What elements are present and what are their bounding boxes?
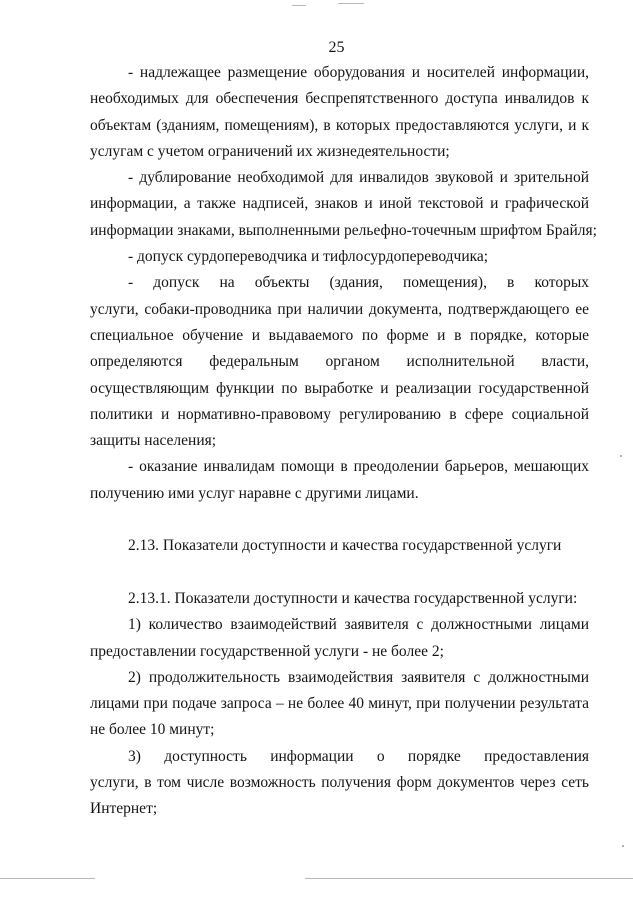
list-item-line: 1) количество взаимодействий заявителя с должностными лицами [128, 616, 589, 634]
paragraph-line: защиты населения; [90, 432, 217, 450]
list-item-line: предоставлении государственной услуги - не более 2; [90, 642, 444, 660]
list-item-interactions-count [90, 612, 589, 665]
subsection-title: 2.13.1. Показатели доступности и качества государственной услуги: [128, 589, 578, 607]
paragraph-line: необходимых для обеспечения беспрепятственного доступа инвалидов к [90, 90, 589, 108]
section-heading: 2.13. Показатели доступности и качества государственной услуги [128, 537, 562, 555]
spacer [90, 560, 589, 586]
scan-artifact-bottom-left [0, 878, 95, 879]
paragraph-barrier-assistance [90, 454, 589, 507]
scan-artifact-dot [622, 845, 624, 847]
paragraph-line: - дублирование необходимой для инвалидов звуковой и зрительной [128, 169, 589, 187]
list-item-line: услуги, в том числе возможность получения форм документов через сеть [90, 774, 589, 792]
paragraph-line: услуги, собаки-проводника при наличии документа, подтверждающего ее [90, 300, 589, 318]
paragraph-duplication [90, 165, 597, 244]
list-item-line: не более 10 минут; [90, 721, 215, 739]
paragraph-interpreter-admission [90, 244, 589, 270]
paragraph-guide-dog-admission [90, 270, 589, 454]
paragraph-line: информации знаками, выполненными рельефно-точечным шрифтом Брайля; [90, 221, 597, 239]
paragraph-line: - допуск на объекты (здания, помещения), в которых [128, 274, 589, 292]
scan-artifact-bottom-right [305, 878, 633, 879]
document-body [90, 60, 597, 823]
scan-artifact-dot [620, 455, 622, 457]
paragraph-line: осуществляющим функции по выработке и реализации государственной [90, 379, 589, 397]
list-item-line: Интернет; [90, 800, 158, 818]
paragraph-line: услугам с учетом ограничений их жизнедеятельности; [90, 142, 450, 160]
spacer [90, 507, 589, 533]
page-number: 25 [328, 39, 345, 56]
paragraph-line: определяются федеральным органом исполнительной власти, [90, 353, 589, 371]
paragraph-line: политики и нормативно-правовому регулированию в сфере социальной [90, 405, 589, 423]
paragraph-line: специальное обучение и выдаваемого по форме и в порядке, которые [90, 326, 589, 344]
list-item-information-availability [90, 744, 589, 823]
list-item-line: лицами при подаче запроса – не более 40 минут, при получении результата [90, 695, 589, 713]
paragraph-line: - допуск сурдопереводчика и тифлосурдопереводчика; [128, 248, 489, 266]
paragraph-line: объектам (зданиям, помещениям), в которых предоставляются услуги, и к [90, 116, 589, 134]
list-item-interaction-duration [90, 665, 589, 744]
paragraph-line: получению ими услуг наравне с другими лицами. [90, 484, 419, 502]
paragraph-line: - оказание инвалидам помощи в преодолении барьеров, мешающих [128, 458, 589, 476]
paragraph-line: - надлежащее размещение оборудования и носителей информации, [128, 64, 589, 81]
paragraph-line: информации, а также надписей, знаков и иной текстовой и графической [90, 195, 589, 213]
list-item-line: 2) продолжительность взаимодействия заявителя с должностными [128, 668, 589, 686]
paragraph-equipment-placement [90, 60, 589, 165]
scan-artifact-top [292, 5, 306, 6]
scan-artifact-top-right [338, 3, 364, 4]
list-item-line: 3) доступность информации о порядке предоставления [128, 747, 589, 765]
